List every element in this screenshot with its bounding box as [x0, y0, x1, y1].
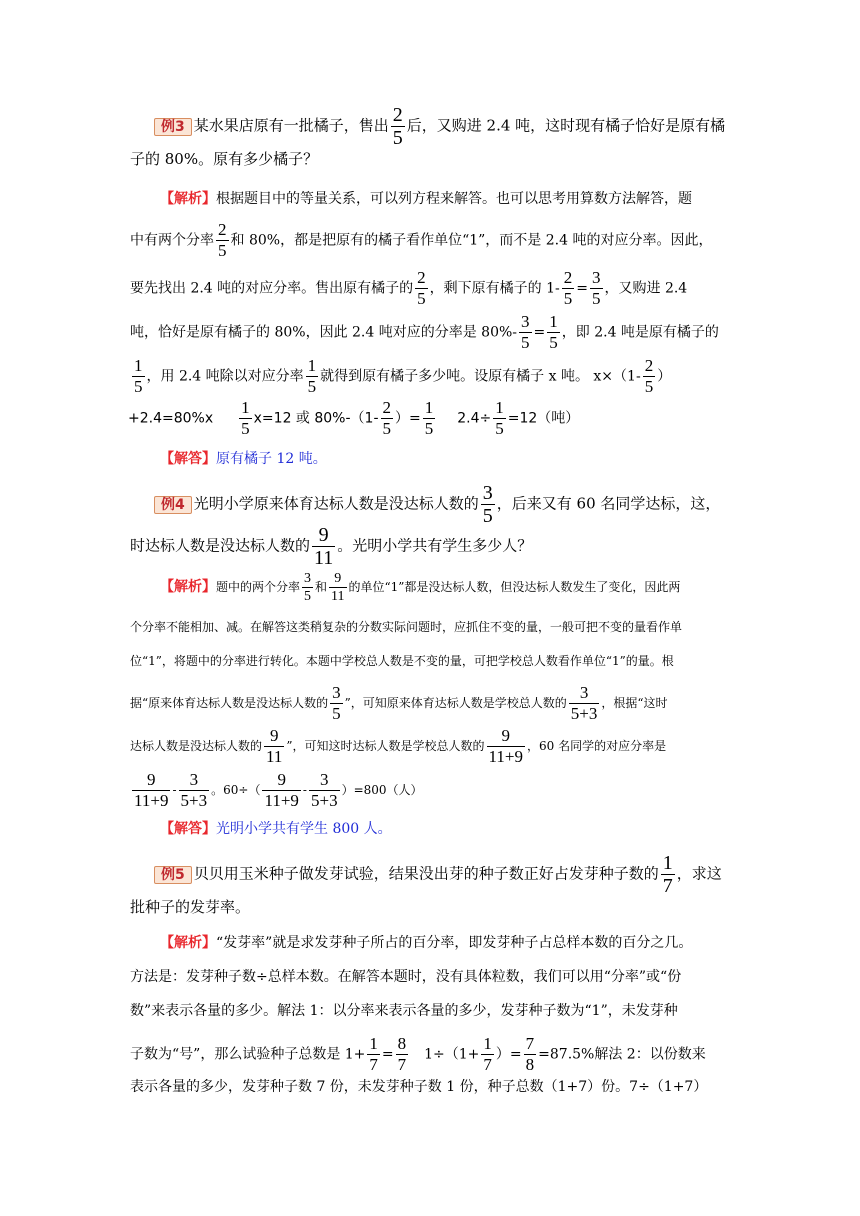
text: ，求这 [676, 864, 722, 883]
text: ）=800（人） [341, 783, 423, 797]
denominator: 5 [382, 419, 391, 438]
ex4-analysis-line1 [160, 570, 680, 605]
numerator: 1 [369, 1034, 378, 1053]
ex5-analysis-line1 [160, 936, 692, 950]
denominator: 5 [495, 419, 504, 438]
denominator: 5+3 [180, 791, 208, 810]
analysis-label: 【解析】 [160, 191, 216, 207]
example-badge: 例3 [154, 118, 192, 136]
numerator: 9 [277, 770, 286, 789]
numerator: 3 [320, 770, 329, 789]
fraction [524, 1034, 537, 1075]
denominator: 8 [525, 1055, 535, 1074]
text: 光明小学原来体育达标人数是没达标人数的 [193, 494, 479, 513]
text: = [576, 280, 588, 297]
numerator: 3 [189, 770, 199, 789]
fraction [487, 726, 525, 767]
fraction [306, 356, 319, 397]
text: ，又购进 2.4 [604, 280, 688, 297]
text: 某水果店原有一批橘子，售出 [193, 116, 389, 135]
denominator: 7 [483, 1055, 492, 1074]
fraction [415, 268, 428, 309]
fraction [661, 852, 675, 897]
denominator: 11+9 [264, 791, 299, 810]
ex3-analysis-line1 [160, 192, 692, 206]
denominator: 5 [482, 505, 493, 527]
denominator: 5 [134, 377, 143, 396]
ex4-analysis-line3: 位“1”，将题中的分率进行转化。本题中学校总人数是不变的量，可把学校总人数看作单位“1”的量。根 [130, 654, 674, 668]
denominator: 5 [563, 289, 573, 308]
text: ，根据“这时 [601, 696, 668, 710]
denominator: 7 [369, 1055, 378, 1074]
text: 。60÷（ [211, 783, 261, 797]
fraction [481, 482, 495, 527]
text: 1÷（1+ [424, 1046, 480, 1063]
numerator: 2 [563, 268, 573, 287]
ex4-analysis-line6 [130, 770, 423, 811]
answer-text: 原有橘子 12 吨。 [216, 451, 327, 467]
fraction [216, 220, 229, 261]
text: 据“原来体育达标人数是没达标人数的 [130, 696, 329, 710]
text: 要先找出 2.4 吨的对应分率。售出原有橘子的 [130, 280, 414, 297]
text: 根据题目中的等量关系，可以列方程来解答。也可以思考用算数方法解答，题 [216, 191, 692, 207]
numerator: 3 [592, 268, 601, 287]
ex4-analysis-line5 [130, 726, 666, 767]
numerator: 1 [307, 356, 317, 375]
ex3-analysis-line4 [130, 312, 719, 353]
text: ，即 2.4 吨是原有橘子的 [561, 324, 719, 341]
fraction [367, 1034, 380, 1075]
fraction [519, 312, 532, 353]
text: - [172, 783, 177, 797]
text: 和 80%，都是把原有的橘子看作单位“1”，而不是 2.4 吨的对应分率。因此， [230, 232, 713, 249]
numerator: 1 [662, 852, 673, 874]
text: 2.4÷ [457, 410, 492, 427]
fraction [381, 398, 394, 439]
fraction [302, 570, 313, 605]
text: ，60 名同学的对应分率是 [527, 739, 667, 753]
numerator: 1 [549, 312, 558, 331]
denominator: 7 [397, 1055, 407, 1074]
numerator: 3 [521, 312, 530, 331]
numerator: 2 [392, 104, 403, 126]
text: x=12 或 80%-（1- [253, 410, 379, 427]
numerator: 7 [525, 1034, 535, 1053]
ex4-analysis-line2: 个分率不能相加、减。在解答这类稍复杂的分数实际问题时，应抓住不变的量，一般可把不变的量看作单 [130, 620, 683, 634]
text: 和 [315, 580, 328, 594]
text: =12（吨） [507, 410, 580, 427]
ex5-question-line1 [154, 852, 722, 897]
text: 时达标人数是没达标人数的 [130, 536, 311, 555]
text: ”，可知这时达标人数是学校总人数的 [286, 739, 485, 753]
denominator: 11+9 [134, 791, 169, 810]
denominator: 5+3 [570, 704, 598, 723]
text: 题中的两个分率 [216, 580, 301, 594]
ex3-question-line2: 子的 80%。原有多少橘子？ [130, 150, 319, 168]
numerator: 9 [334, 571, 342, 586]
denominator: 5 [304, 589, 312, 604]
denominator: 11 [266, 747, 283, 766]
ex5-analysis-line3: 数”来表示各量的多少。解法 1：以分率来表示各量的多少，发芽种子数为“1”，未发芽种 [130, 1003, 678, 1019]
fraction [423, 398, 436, 439]
fraction [264, 726, 284, 767]
text: ）= [395, 410, 421, 427]
text: 的单位“1”都是没达标人数，但没达标人数发生了变化，因此两 [348, 580, 681, 594]
text: 子数为“号”，那么试验种子总数是 1+ [130, 1046, 366, 1063]
fraction [330, 683, 343, 724]
text: - [302, 783, 307, 797]
numerator: 3 [579, 683, 589, 702]
fraction [391, 104, 405, 149]
text: 。光明小学共有学生多少人？ [337, 536, 533, 555]
denominator: 5 [521, 333, 530, 352]
denominator: 5 [332, 704, 341, 723]
numerator: 1 [495, 398, 504, 417]
ex4-question-line1 [154, 482, 720, 527]
numerator: 3 [304, 571, 312, 586]
ex5-analysis-line5: 表示各量的多少，发芽种子数 7 份，未发芽种子数 1 份，种子总数（1+7）份。7÷（1+7） [130, 1079, 708, 1095]
example-badge: 例5 [154, 866, 192, 884]
fraction [262, 770, 300, 811]
text: 后，又购进 2.4 吨，这时现有橘子恰好是原有橘 [406, 116, 726, 135]
numerator: 1 [483, 1034, 492, 1053]
text: =87.5%解法 2：以份数来 [538, 1046, 706, 1063]
denominator: 5 [549, 333, 558, 352]
answer-label: 【解答】 [160, 451, 216, 467]
ex3-question-line1 [154, 104, 725, 149]
fraction [312, 524, 335, 569]
denominator: 5 [424, 419, 434, 438]
numerator: 2 [644, 356, 654, 375]
fraction [643, 356, 656, 397]
ex4-question-line2 [130, 524, 532, 569]
numerator: 1 [424, 398, 434, 417]
fraction [493, 398, 506, 439]
ex3-analysis-line6 [128, 398, 579, 439]
numerator: 9 [318, 524, 329, 546]
answer-text: 光明小学共有学生 800 人。 [216, 821, 392, 837]
ex3-answer [160, 452, 327, 466]
text: 达标人数是没达标人数的 [130, 739, 263, 753]
fraction [132, 770, 170, 811]
denominator: 5 [392, 127, 403, 149]
fraction [396, 1034, 409, 1075]
denominator: 5 [644, 377, 654, 396]
numerator: 8 [397, 1034, 407, 1053]
numerator: 2 [382, 398, 391, 417]
text: ，用 2.4 吨除以对应分率 [146, 368, 304, 385]
denominator: 5 [417, 289, 426, 308]
numerator: 2 [218, 220, 227, 239]
denominator: 11 [314, 547, 334, 569]
text: 就得到原有橘子多少吨。设原有橘子 x 吨。 x×（1- [320, 368, 641, 385]
example-badge: 例4 [154, 496, 192, 514]
denominator: 11+9 [488, 747, 523, 766]
denominator: 5 [307, 377, 317, 396]
numerator: 1 [134, 356, 143, 375]
text: ，剩下原有橘子的 1- [429, 280, 560, 297]
text: ） [657, 368, 672, 385]
numerator: 2 [417, 268, 426, 287]
ex5-analysis-line4 [130, 1034, 706, 1075]
ex3-analysis-line2 [130, 220, 712, 261]
fraction [309, 770, 340, 811]
ex4-answer [160, 822, 392, 836]
numerator: 3 [482, 482, 493, 504]
ex3-analysis-line5 [130, 356, 671, 397]
fraction [179, 770, 210, 811]
fraction [239, 398, 252, 439]
numerator: 9 [269, 726, 279, 745]
denominator: 5 [218, 241, 227, 260]
fraction [569, 683, 600, 724]
denominator: 7 [662, 875, 673, 897]
fraction [562, 268, 575, 309]
text: ，后来又有 60 名同学达标，这， [496, 494, 721, 513]
fraction [132, 356, 145, 397]
denominator: 5+3 [310, 791, 338, 810]
fraction [547, 312, 560, 353]
text: “发芽率”就是求发芽种子所占的百分率，即发芽种子占总样本数的百分之几。 [216, 935, 693, 951]
text: +2.4=80%x [128, 410, 214, 427]
denominator: 5 [241, 419, 250, 438]
ex5-question-line2: 批种子的发芽率。 [130, 898, 251, 916]
text: 贝贝用玉米种子做发芽试验，结果没出芽的种子数正好占发芽种子数的 [193, 864, 659, 883]
analysis-label: 【解析】 [160, 579, 216, 595]
numerator: 9 [146, 770, 156, 789]
denominator: 11 [331, 589, 345, 604]
denominator: 5 [592, 289, 601, 308]
numerator: 9 [501, 726, 511, 745]
text: ”，可知原来体育达标人数是学校总人数的 [344, 696, 567, 710]
text: 中有两个分率 [130, 232, 214, 249]
ex4-analysis-line4 [130, 683, 668, 724]
fraction [329, 570, 346, 605]
answer-label: 【解答】 [160, 821, 216, 837]
numerator: 3 [332, 683, 341, 702]
ex3-analysis-line3 [130, 268, 687, 309]
text: ）= [495, 1046, 522, 1063]
fraction [590, 268, 603, 309]
numerator: 1 [241, 398, 250, 417]
text: = [533, 324, 546, 341]
text: = [381, 1046, 394, 1063]
text: 吨，恰好是原有橘子的 80%，因此 2.4 吨对应的分率是 80%- [130, 324, 518, 341]
analysis-label: 【解析】 [160, 935, 216, 951]
ex5-analysis-line2: 方法是：发芽种子数÷总样本数。在解答本题时，没有具体粒数，我们可以用“分率”或“份 [130, 969, 682, 985]
fraction [481, 1034, 494, 1075]
